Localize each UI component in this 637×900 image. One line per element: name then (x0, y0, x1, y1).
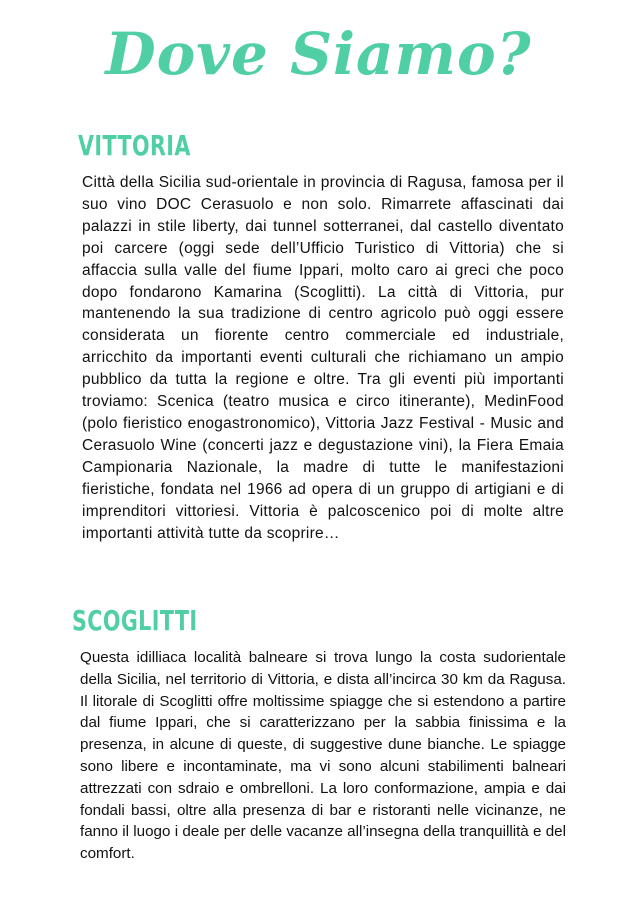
section-heading-vittoria: VITTORIA (78, 129, 191, 162)
section-text-scoglitti: Questa idilliaca località balneare si trova lungo la costa sudorientale della Sicilia, nel territorio di Vittoria, e dista all’incirca 30 km da Ragusa. Il litorale di Scoglitti offre moltissime spiagge che si estendono a partire dal fiume Ippari, che si caratterizzano per la sabbia finissima e la presenza, in alcune di queste, di suggestive dune bianche. Le spiagge sono libere e incontaminate, ma vi sono alcuni stabilimenti balneari attrezzati con sdraio e ombrelloni. La loro conformazione, ampia e dai fondali bassi, oltre alla presenza di bar e ristoranti nelle vicinanze, ne fanno il luogo i deale per delle vacanze all’insegna della tranquillità e del comfort. (80, 649, 566, 863)
section-text-vittoria: Città della Sicilia sud-orientale in provincia di Ragusa, famosa per il suo vino DOC Cerasuolo e non solo. Rimarrete affascinati dai palazzi in stile liberty, dai tunnel sotterranei, dal castello diventato poi carcere (oggi sede dell’Ufficio Turistico di Vittoria) che si affaccia sulla valle del fiume Ippari, molto caro ai greci che poco dopo fondarono Kamarina (Scoglitti). La città di Vittoria, pur mantenendo la sua tradizione di centro agricolo può oggi essere considerata un fiorente centro commerciale ed industriale, arricchito da importanti eventi culturali che richiamano un ampio pubblico da tutta la regione e oltre. Tra gli eventi più importanti troviamo: Scenica (teatro musica e circo itinerante), MedinFood (polo fieristico enogastronomico), Vittoria Jazz Festival - Music and Cerasuolo Wine (concerti jazz e degustazione vini), la Fiera Emaia Campionaria Nazionale, la madre di tutte le manifestazioni fieristiche, fondata nel 1966 ad opera di un gruppo di artigiani e di imprenditori vittoriesi. Vittoria è palcoscenico poi di molte altre importanti attività tutte da scoprire… (82, 174, 564, 542)
section-heading-scoglitti: SCOGLITTI (72, 604, 198, 637)
page-title: Dove Siamo? (105, 20, 532, 88)
